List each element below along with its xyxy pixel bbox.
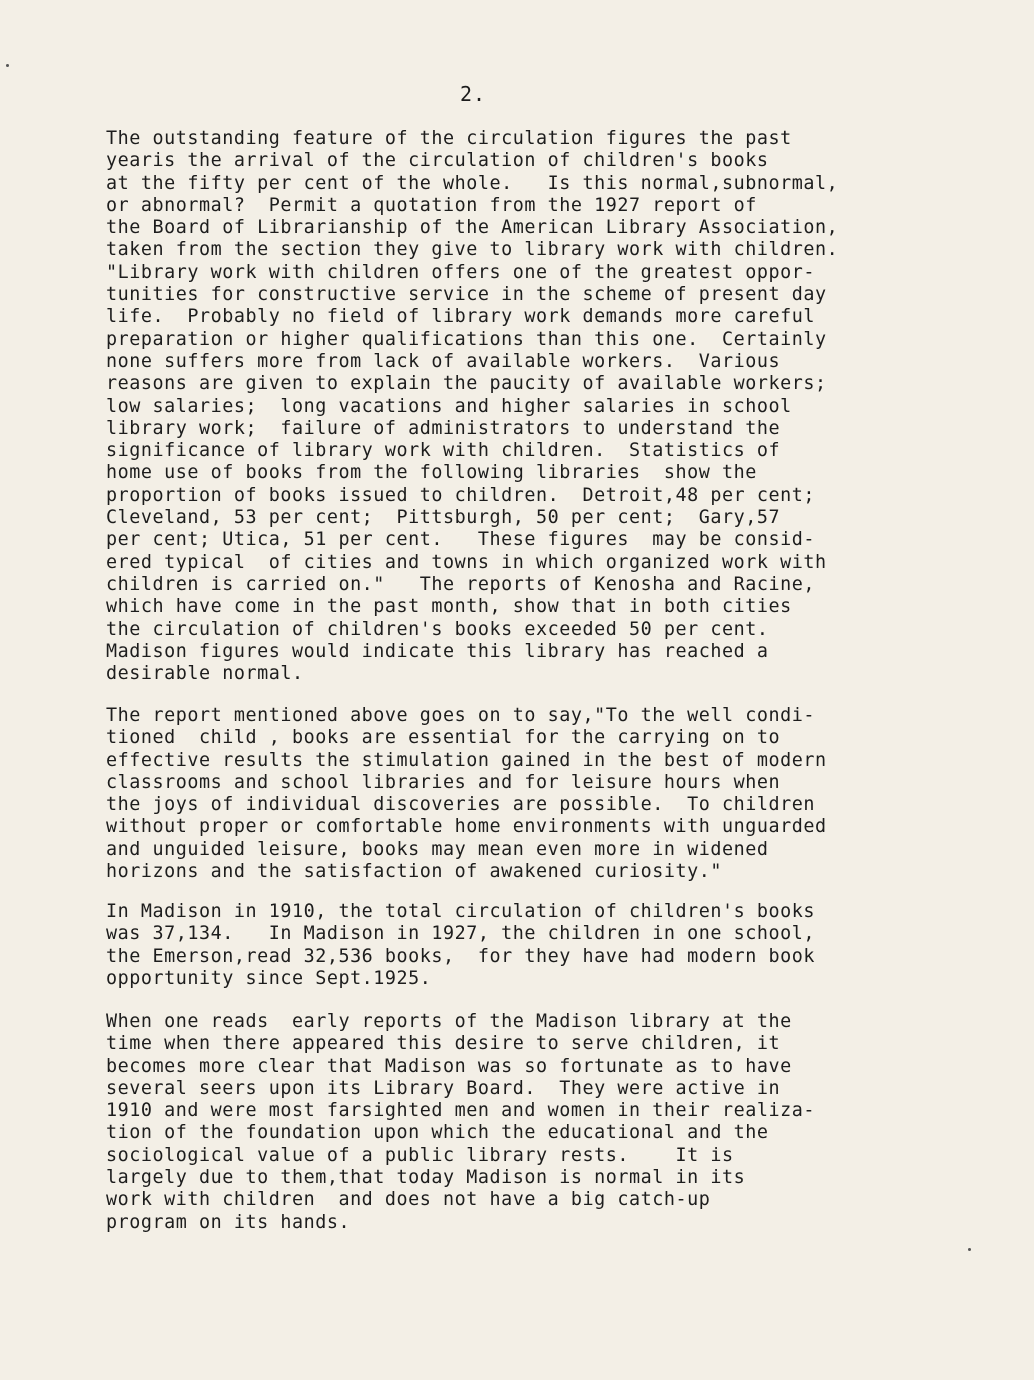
margin-speck [968,1248,971,1251]
text-line: preparation or higher qualifications than this one. Certainly [106,328,827,350]
text-line: time when there appeared this desire to serve children, it [106,1033,781,1055]
text-line: the Emerson,read 32,536 books, for they have had modern book [106,945,815,967]
text-line: The report mentioned above goes on to say,"To the well condi- [106,705,815,726]
text-line: the joys of individual discoveries are possible. To children [106,794,815,816]
text-line: without proper or comfortable home environments with unguarded [106,816,827,838]
paragraph-circulation-figures [106,128,966,685]
text-line: was 37,134. In Madison in 1927, the children in one school, [106,923,815,945]
text-line: low salaries; long vacations and higher salaries in school [106,395,792,417]
paragraph-library-board [106,1011,966,1234]
text-line: life. Probably no field of library work demands more careful [106,306,815,328]
text-line: at the fifty per cent of the whole. Is this normal,subnormal, [106,172,839,194]
text-line: none suffers more from lack of available workers. Various [106,350,781,372]
page-number: 2. [460,82,487,106]
text-line: "Library work with children offers one of the greatest oppor- [106,261,815,283]
text-line: tion of the foundation upon which the educational and the [106,1122,769,1144]
text-line: reasons are given to explain the paucity of available workers; [106,373,827,395]
text-line: work with children and does not have a big catch-up [106,1189,711,1211]
text-line: largely due to them,that today Madison is normal in its [106,1167,746,1189]
text-line: children is carried on." The reports of Kenosha and Racine, [106,573,815,595]
text-line: significance of library work with children. Statistics of [106,440,781,462]
text-line: desirable normal. [106,663,304,685]
text-line: tunities for constructive service in the scheme of present day [106,284,827,306]
text-line: sociological value of a public library rests. It is [106,1144,734,1166]
text-line: which have come in the past month, show that in both cities [106,596,792,618]
text-line: effective results the stimulation gained in the best of modern [106,749,827,771]
text-line: per cent; Utica, 51 per cent. These figures may be consid- [106,529,815,551]
text-line: opportunity since Sept.1925. [106,967,432,989]
text-line: In Madison in 1910, the total circulation of children's books [106,901,815,922]
text-line: the Board of Librarianship of the American Library Association, [106,217,839,239]
text-line: taken from the section they give to library work with children. [106,239,839,261]
text-line: 1910 and were most farsighted men and women in their realiza- [106,1100,815,1122]
text-line: horizons and the satisfaction of awakened curiosity." [106,861,722,883]
text-line: classrooms and school libraries and for leisure hours when [106,771,781,793]
text-line: the circulation of children's books exceeded 50 per cent. [106,618,769,640]
text-line: or abnormal? Permit a quotation from the 1927 report of [106,194,757,216]
paragraph-madison-statistics [106,901,966,990]
text-line: and unguided leisure, books may mean even more in widened [106,838,769,860]
text-line: ered typical of cities and towns in which organized work with [106,551,827,573]
text-line: proportion of books issued to children. Detroit,48 per cent; [106,484,815,506]
text-line: several seers upon its Library Board. They were active in [106,1077,781,1099]
text-line: program on its hands. [106,1211,351,1233]
text-line: When one reads early reports of the Madison library at the [106,1011,792,1032]
text-line: library work; failure of administrators to understand the [106,417,781,439]
text-line: Madison figures would indicate this library has reached a [106,640,769,662]
paragraph-report-quotation [106,705,966,883]
text-line: Cleveland, 53 per cent; Pittsburgh, 50 per cent; Gary,57 [106,507,781,529]
text-line: home use of books from the following libraries show the [106,462,757,484]
text-line: tioned child , books are essential for the carrying on to [106,727,781,749]
text-line: yearis the arrival of the circulation of children's books [106,150,769,172]
margin-speck [6,64,9,67]
text-line: The outstanding feature of the circulation figures the past [106,128,792,149]
text-line: becomes more clear that Madison was so fortunate as to have [106,1055,792,1077]
